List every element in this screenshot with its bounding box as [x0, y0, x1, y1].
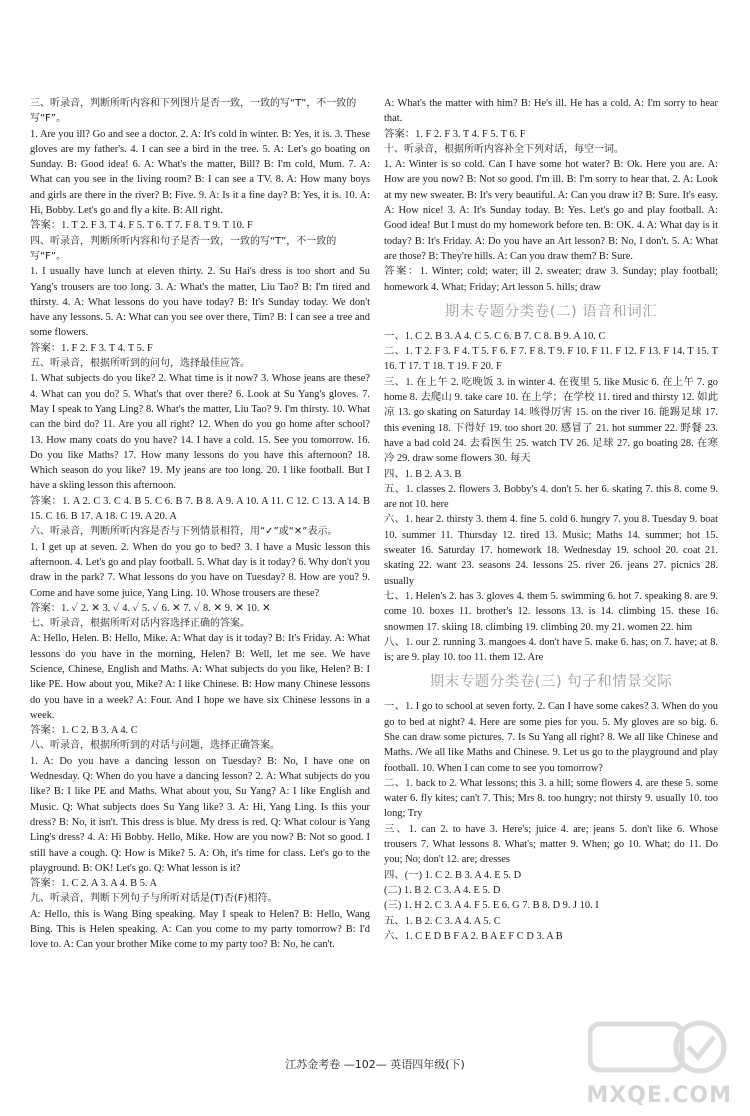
answer-paragraph: 一、1. I go to school at seven forty. 2. Can I have some cakes? 3. When do you go to bed at night? 4. Here are some pies for you. 5. My gloves are so big. 6. She can draw some pictures. 7. Is Su Yang all right? 8. We all like Chinese and Maths. /We all like Maths and Chinese. 9. Let us go to the playground and play football. 10. When I can come to see you tomorrow? — [384, 701, 718, 774]
section-title: 期末专题分类卷(二) 语音和词汇 — [444, 303, 658, 320]
watermark-badge-icon — [588, 1018, 728, 1076]
question-heading: 八、听录音，根据所听到的对话与问题，选择正确答案。 — [30, 740, 280, 752]
answer-paragraph: 四、(一) 1. C 2. B 3. A 4. E 5. D — [384, 869, 522, 881]
section-title: 期末专题分类卷(三) 句子和情景交际 — [429, 674, 673, 691]
answer-paragraph: 1. A: Do you have a dancing lesson on Tuesday? B: No, I have one on Wednesday. Q: When do you have a dancing lesson? 2. A: What subjects do you like? B: I like PE and Maths. What about you, Su Yang? A: I like English and Music. Q: What subjects does Su Yang like? 3. A: Hi, Yang Ling. Is this your dress? B: No, it isn't. This dress is blue. My dress is red. Q: What colour is Yang Ling's dress? 4. A: Hi Bobby. Hello, Mike. How are you now? B: Not so good. I still have a cough. Q: How is Mike? 5. A: Oh, it's time for class. Let's go to the playground. B: OK! Let's go. Q: What lesson is it? — [30, 755, 370, 874]
watermark — [582, 1018, 732, 1108]
answer-paragraph: 四、1. B 2. A 3. B — [384, 468, 462, 480]
answer-paragraph: 一、1. C 2. B 3. A 4. C 5. C 6. B 7. C 8. B 9. A 10. C — [384, 330, 606, 342]
question-heading: 七、听录音，根据所听对话内容选择正确的答案。 — [30, 618, 250, 630]
answer-paragraph: 答案：1. C 2. B 3. A 4. C — [30, 725, 138, 737]
right-column — [384, 96, 718, 944]
answer-paragraph: (二) 1. B 2. C 3. A 4. E 5. D — [384, 884, 501, 896]
page-footer: 江苏金考卷 —102— 英语四年级(下) — [285, 1058, 465, 1071]
answer-paragraph: 1. I usually have lunch at eleven thirty. 2. Su Hai's dress is too short and Su Yang's trousers are too long. 3. A: What's the matter, Liu Tao? B: I'm tired and thirsty. 4. A: What lessons do you have today? B: It's Sunday today. We don't have any lessons. 5. A: What can you see over there, Tim? B: I can see a tree and some flowers. — [30, 266, 370, 339]
answer-paragraph: 1. I get up at seven. 2. When do you go to bed? 3. I have a Music lesson this afternoon. 4. Let's go and play football. 5. What day is it today? 6. Why don't you draw in the park? 7. What lessons do you have on Tuesday? 8. How are you? 9. Come and have some juice, Yang Ling. 10. Whose trousers are these? — [30, 541, 370, 599]
answer-paragraph: 1. What subjects do you like? 2. What time is it now? 3. Whose jeans are these? 4. What can you do? 5. What's that over there? 6. Look at Su Yang's gloves. 7. May I speak to Yang Ling? 8. What's the matter, Liu Tao? 9. I'm thirsty. 10. What can the bird do? 11. Are you all right? 12. When do you go home after school? 13. How many coats do you have? 14. I have a cold. 15. See you tomorrow. 16. Do you like Maths? 17. How many lessons do you have this afternoon? 18. Which season do you like? 19. My jeans are too long. 20. I like football. But I have a skiing lesson this afternoon. — [30, 373, 370, 492]
answer-paragraph: 五、1. classes 2. flowers 3. Bobby's 4. don't 5. her 6. skating 7. this 8. come 9. are not 10. here — [384, 483, 718, 511]
answer-paragraph: 答案：1. Winter; cold; water; ill 2. sweater; draw 3. Sunday; play football; homework 4. What; Friday; Art lesson 5. hills; draw — [384, 266, 718, 293]
answer-paragraph: 三、1. can 2. to have 3. Here's; juice 4. are; jeans 5. don't like 6. Whose trousers 7. What lessons 8. What's; matter 9. When; go 10. What; do 11. Do you; No; don't 12. are; dresses — [384, 823, 718, 866]
answer-paragraph: 五、1. B 2. C 3. A 4. A 5. C — [384, 915, 501, 927]
answer-paragraph: 1. Are you ill? Go and see a doctor. 2. A: It's cold in winter. B: Yes, it is. 3. These gloves are my father's. 4. I can see a bird in the tree. 5. A: Let's go boating on Sunday. B: Good idea! 6. A: What's the matter, Bill? B: I'm cold, Mum. 7. A: What can you see in the living room? B: I can see a TV. 8. A: How many boys and girls are there in the river? B: Five. 9. A: Is it a fine day? B: Yes, it is. 10. A: Hi, Bobby. Let's go and fly a kite. B: All right. — [30, 128, 370, 217]
answer-paragraph: 七、1. Helen's 2. has 3. gloves 4. them 5. swimming 6. hot 7. speaking 8. are 9. come 10. boxes 11. brother's 12. lessons 13. is 14. climbing 15. these 16. snowmen 17. skiing 18. climbing 19. climbing 20. my 21. women 22. him — [384, 590, 718, 633]
answer-paragraph: 答案：1. T 2. F 3. T 4. F 5. T 6. T 7. F 8. T 9. T 10. F — [30, 220, 253, 232]
answer-paragraph: 答案：1. F 2. F 3. T 4. T 5. F — [30, 342, 153, 354]
answer-paragraph: 六、1. C E D B F A 2. B A E F C D 3. A B — [384, 930, 563, 942]
answer-paragraph: 答案：1. F 2. F 3. T 4. F 5. T 6. F — [384, 128, 526, 140]
answer-paragraph: 八、1. our 2. running 3. mangoes 4. don't have 5. make 6. has; on 7. have; at 8. is; are 9. play 10. too 11. them 12. Are — [384, 636, 718, 664]
answer-paragraph: 三、1. 在上午 2. 吃晚饭 3. in winter 4. 在夜里 5. like Music 6. 在上午 7. go home 8. 去爬山 9. take care 10. 在上学；在学校 11. tired and thirsty 12. 如此凉 13. go skating on Saturday 14. 咳得厉害 15. on the river 16. 能踢足球 17. this evening 18. 下得好 19. too short 20. 感冒了 21. hot summer 22. 野餐 23. have a bad cold 24. 去看医生 25. watch TV 26. 足球 27. go boating 28. 在寒冷 29. draw some flowers 30. 每天 — [384, 376, 718, 465]
question-heading: 十、听录音，根据所听内容补全下列对话，每空一词。 — [384, 143, 624, 155]
question-heading: 六、听录音，判断所听内容是否与下列情景相符，用“✓”或“✕”表示。 — [30, 526, 338, 538]
answer-paragraph: (三) 1. H 2. C 3. A 4. F 5. E 6. G 7. B 8. D 9. J 10. I — [384, 900, 599, 912]
question-heading: 三、听录音，判断所听内容和下列图片是否一致，一致的写“T”，不一致的写“F”。 — [30, 98, 357, 125]
answer-paragraph: 六、1. hear 2. thirsty 3. them 4. fine 5. cold 6. hungry 7. you 8. Tuesday 9. boat 10. summer 11. Thursday 12. tired 13. Music; Maths 14. summer; hot 15. sweater 16. Saturday 17. homework 18. Wednesday 19. school 20. coat 21. skating 22. want 23. seasons 24. lessons 25. river 26. jeans 27. picnics 28. usually — [384, 514, 718, 587]
answer-paragraph: 1. A: Winter is so cold. Can I have some hot water? B: Ok. Here you are. A: How are you now? B: Not so good. I'm ill. B: I'm sorry to hear that. 2. A: Look at my new sweater. B: It's very beautiful. A: Can you draw it? B: Sure. It's easy. A: How nice! 3. A: It's Sunday today. B: Yes. Let's go and play football. A: Good idea! But I must do my homework before ten. B: OK. 4. A: What day is it today? B: It's Friday. A: Do you have an Art lesson? B: No, I don't. 5. A: What are those? B: They're hills. A: Can you draw them? B: Sure. — [384, 159, 718, 262]
answer-paragraph: 答案：1. A 2. C 3. C 4. B 5. C 6. B 7. B 8. A 9. A 10. A 11. C 12. C 13. A 14. B 15. C 16. B 17. A 18. C 19. A 20. A — [30, 495, 370, 523]
question-heading: 九、听录音，判断下列句子与所听对话是(T)否(F)相符。 — [30, 893, 278, 905]
answer-paragraph: 二、1. back to 2. What lessons; this 3. a hill; some flowers 4. are these 5. some water 6. fly kites; can't 7. This; Mrs 8. too hungry; not thirsty 9. usually 10. too long; Try — [384, 777, 718, 820]
left-column — [30, 96, 370, 953]
answer-paragraph: 答案：1. ✓ 2. ✕ 3. ✓ 4. ✓ 5. ✓ 6. ✕ 7. ✓ 8. ✕ 9. ✕ 10. ✕ — [30, 602, 271, 614]
question-heading: 四、听录音，判断所听内容和句子是否一致，一致的写“T”，不一致的写“F”。 — [30, 235, 337, 262]
answer-paragraph: 二、1. T 2. F 3. F 4. T 5. F 6. F 7. F 8. T 9. F 10. F 11. F 12. F 13. F 14. T 15. T 16. T 17. T 18. T 19. F 20. F — [384, 346, 718, 373]
answer-paragraph: 答案：1. C 2. A 3. A 4. B 5. A — [30, 878, 158, 890]
answer-paragraph: A: Hello, this is Wang Bing speaking. May I speak to Helen? B: Hello, Wang Bing. This is Helen speaking. A: Can you come to my party tomorrow? B: I'd love to. A: Can your brother Mike come to my party too? B: No, he can't. — [30, 908, 370, 951]
answer-paragraph: A: What's the matter with him? B: He's ill. He has a cold. A: I'm sorry to hear that. — [384, 98, 718, 125]
watermark-text: MXQE.COM — [586, 1083, 732, 1108]
question-heading: 五、听录音，根据所听到的问句，选择最佳应答。 — [30, 358, 250, 370]
answer-paragraph: A: Hello, Helen. B: Hello, Mike. A: What day is it today? B: It's Friday. A: What lessons do you have in the morning, Helen? B: Well, let me see. We have Science, Chinese, English and Maths. A: What subjects do you like, Helen? B: I like PE. How about you, Mike? A: I like Chinese. B: How many Chinese lessons do you have in a week? A: Four. And I hope we have six Chinese lessons in a week. — [30, 633, 370, 721]
